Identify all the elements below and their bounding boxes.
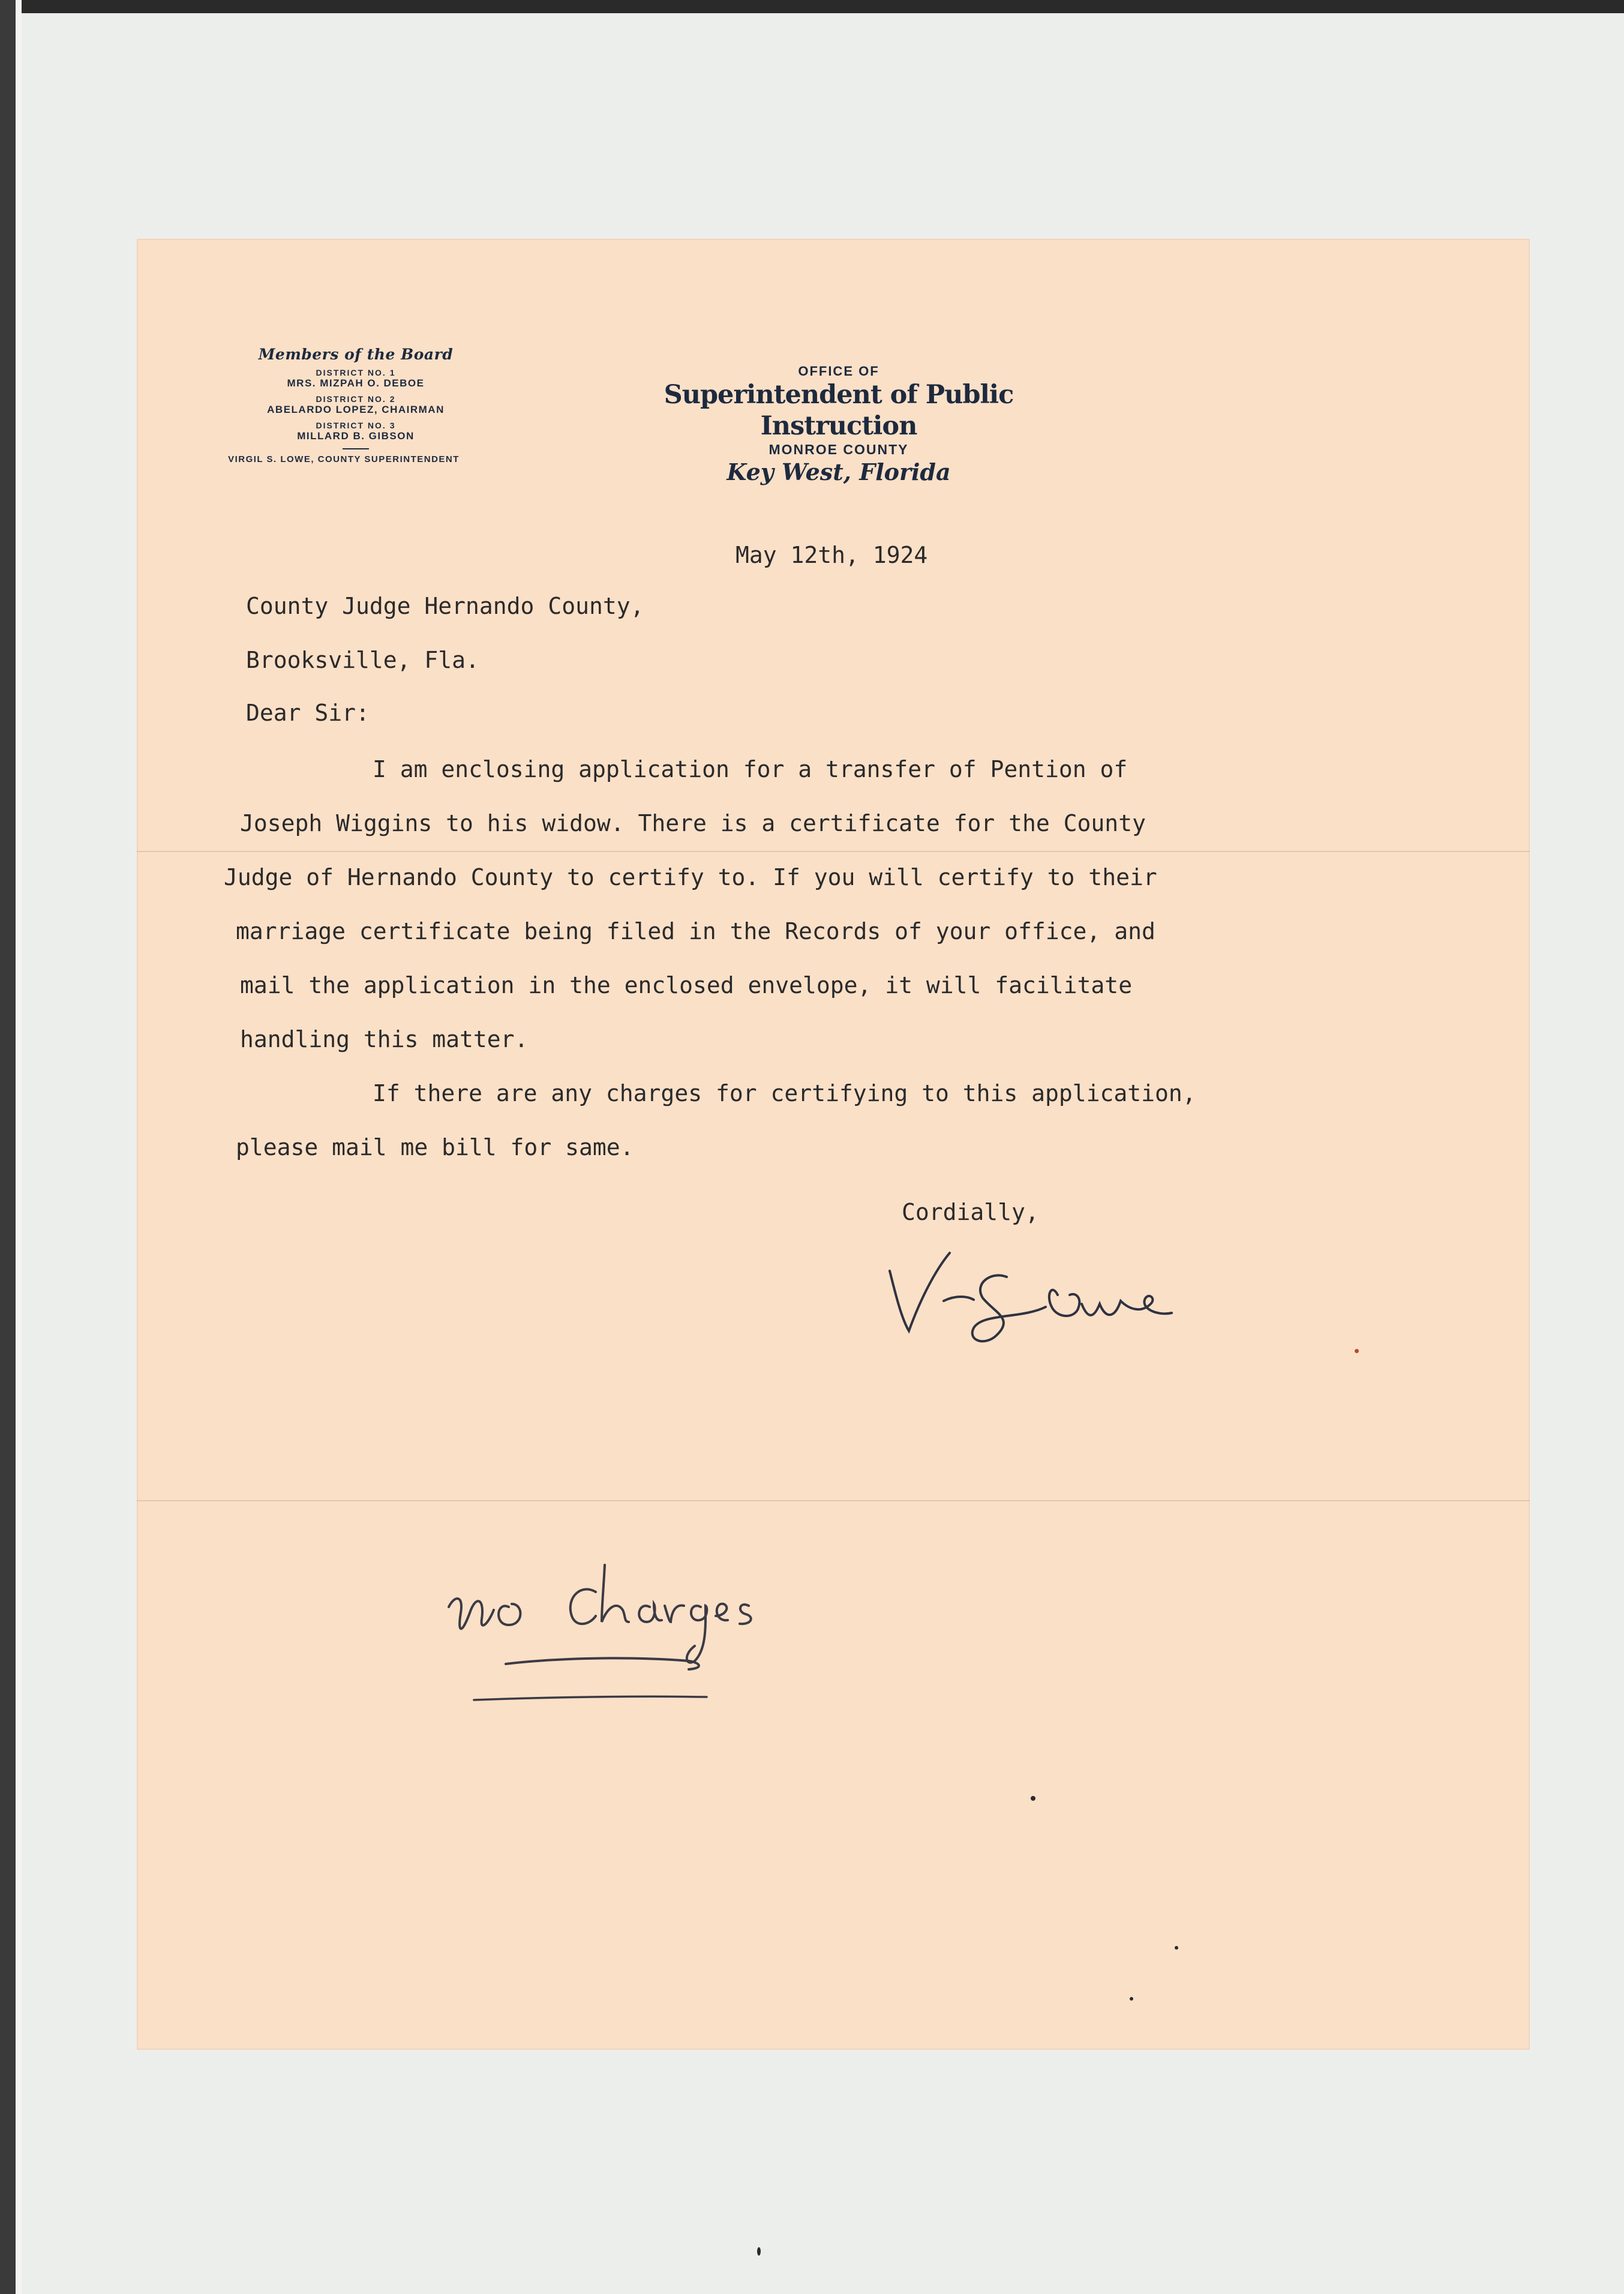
district-3-label: DISTRICT NO. 3 [316, 421, 396, 430]
body-line: Joseph Wiggins to his widow. There is a certificate for the County [240, 810, 1146, 836]
office-of-label: OFFICE OF [798, 364, 879, 379]
fold-line-lower [137, 1500, 1530, 1501]
signature [878, 1229, 1190, 1349]
letter-sheet [137, 239, 1530, 2050]
ink-speck [1130, 1997, 1133, 2001]
scan-left-edge [0, 0, 16, 2294]
scan-top-edge [0, 0, 1624, 13]
recipient-line-2: Brooksville, Fla. [246, 647, 479, 673]
board-members-block [227, 346, 485, 464]
letter-date: May 12th, 1924 [736, 542, 928, 568]
scan-left-margin [16, 0, 22, 2294]
ink-speck [1175, 1946, 1178, 1950]
district-1-member: MRS. MIZPAH O. DEBOE [287, 377, 425, 389]
body-line: mail the application in the enclosed envelope, it will facilitate [240, 972, 1133, 998]
board-title: Members of the Board [258, 346, 454, 363]
closing: Cordially, [902, 1199, 1039, 1225]
ink-speck [1031, 1796, 1035, 1801]
handwritten-no-charges-note [437, 1541, 845, 1721]
fold-line-upper [137, 851, 1530, 852]
office-city: Key West, Florida [727, 458, 951, 485]
office-county: MONROE COUNTY [769, 442, 909, 457]
body-line: I am enclosing application for a transfer of Pention of [373, 756, 1128, 782]
body-line: marriage certificate being filed in the Records of your office, and [236, 918, 1155, 944]
district-3-member: MILLARD B. GIBSON [297, 430, 415, 442]
body-line: Judge of Hernando County to certify to. If you will certify to their [224, 864, 1157, 890]
body-line: please mail me bill for same. [236, 1134, 634, 1161]
board-divider [343, 448, 369, 449]
body-line: If there are any charges for certifying to this application, [373, 1080, 1196, 1106]
district-1-label: DISTRICT NO. 1 [316, 368, 396, 377]
body-line: handling this matter. [240, 1026, 529, 1052]
recipient-line-1: County Judge Hernando County, [246, 593, 644, 619]
office-name: Superintendent of Public Instruction [664, 380, 1014, 441]
salutation: Dear Sir: [246, 700, 370, 726]
district-2-label: DISTRICT NO. 2 [316, 394, 396, 404]
scan-speck [757, 2247, 761, 2256]
district-2-member: ABELARDO LOPEZ, CHAIRMAN [267, 404, 445, 415]
office-block [611, 364, 1067, 487]
county-superintendent: VIRGIL S. LOWE, COUNTY SUPERINTENDENT [228, 454, 460, 464]
ink-speck [1355, 1349, 1359, 1353]
